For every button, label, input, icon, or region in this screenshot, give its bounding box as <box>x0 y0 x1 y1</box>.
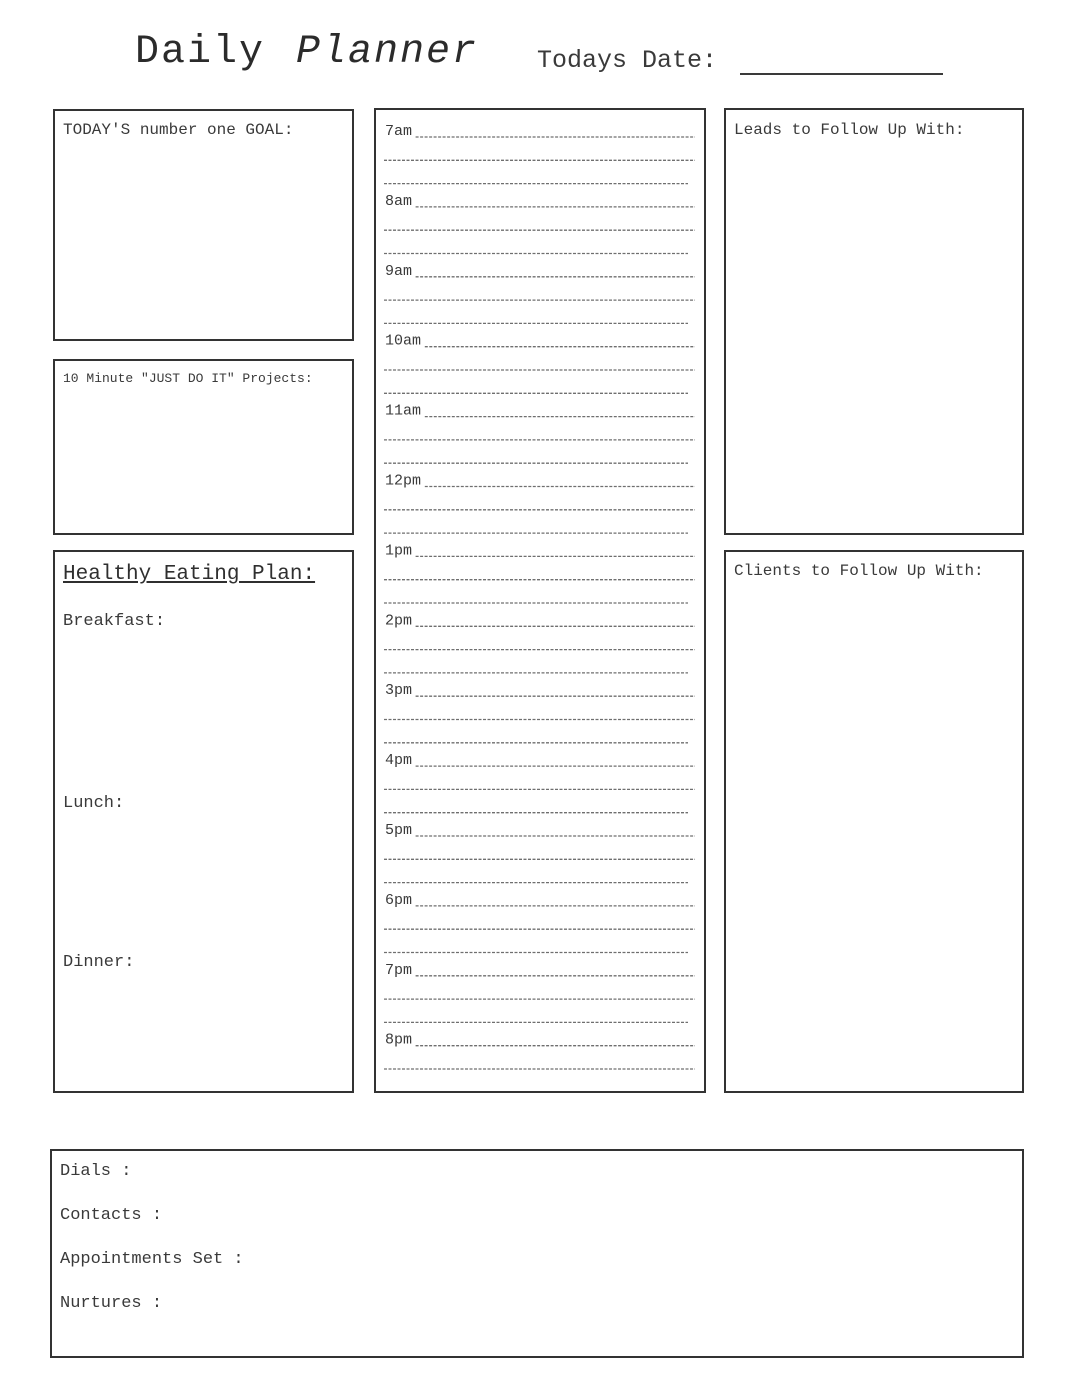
goal-label: TODAY'S number one GOAL: <box>63 121 294 139</box>
clients-box[interactable] <box>724 550 1024 1093</box>
page-title-planner: Planner <box>296 30 479 75</box>
clients-label: Clients to Follow Up With: <box>734 562 984 580</box>
time-label-10am: 10am <box>385 332 422 350</box>
date-label: Todays Date: <box>537 46 718 75</box>
time-label-7pm: 7pm <box>385 961 413 979</box>
activity-tally-box[interactable] <box>50 1149 1024 1358</box>
time-label-6pm: 6pm <box>385 891 413 909</box>
nurtures-label: Nurtures : <box>60 1294 163 1313</box>
page-title-daily: Daily <box>135 30 266 75</box>
contacts-label: Contacts : <box>60 1206 163 1225</box>
time-label-1pm: 1pm <box>385 542 413 560</box>
time-label-3pm: 3pm <box>385 682 413 700</box>
date-entry-line[interactable] <box>740 73 943 75</box>
time-label-12pm: 12pm <box>385 472 422 490</box>
hourly-schedule-box[interactable] <box>374 108 706 1093</box>
projects-label: 10 Minute "JUST DO IT" Projects: <box>63 371 313 386</box>
schedule-lines <box>376 110 704 1091</box>
time-label-11am: 11am <box>385 402 422 420</box>
projects-box[interactable] <box>53 359 354 535</box>
eating-plan-heading: Healthy Eating Plan: <box>63 563 316 586</box>
eating-plan-box[interactable] <box>53 550 354 1093</box>
dinner-label: Dinner: <box>63 953 135 972</box>
time-label-7am: 7am <box>385 123 413 140</box>
leads-box[interactable] <box>724 108 1024 535</box>
time-label-9am: 9am <box>385 262 413 280</box>
goal-box[interactable] <box>53 109 354 341</box>
time-label-8am: 8am <box>385 192 413 210</box>
time-label-8pm: 8pm <box>385 1031 413 1049</box>
dials-label: Dials : <box>60 1162 132 1181</box>
time-label-5pm: 5pm <box>385 822 413 839</box>
time-label-4pm: 4pm <box>385 752 413 770</box>
lunch-label: Lunch: <box>63 794 125 813</box>
breakfast-label: Breakfast: <box>63 612 166 631</box>
appointments-set-label: Appointments Set : <box>60 1250 244 1269</box>
leads-label: Leads to Follow Up With: <box>734 121 965 139</box>
time-label-2pm: 2pm <box>385 612 413 630</box>
